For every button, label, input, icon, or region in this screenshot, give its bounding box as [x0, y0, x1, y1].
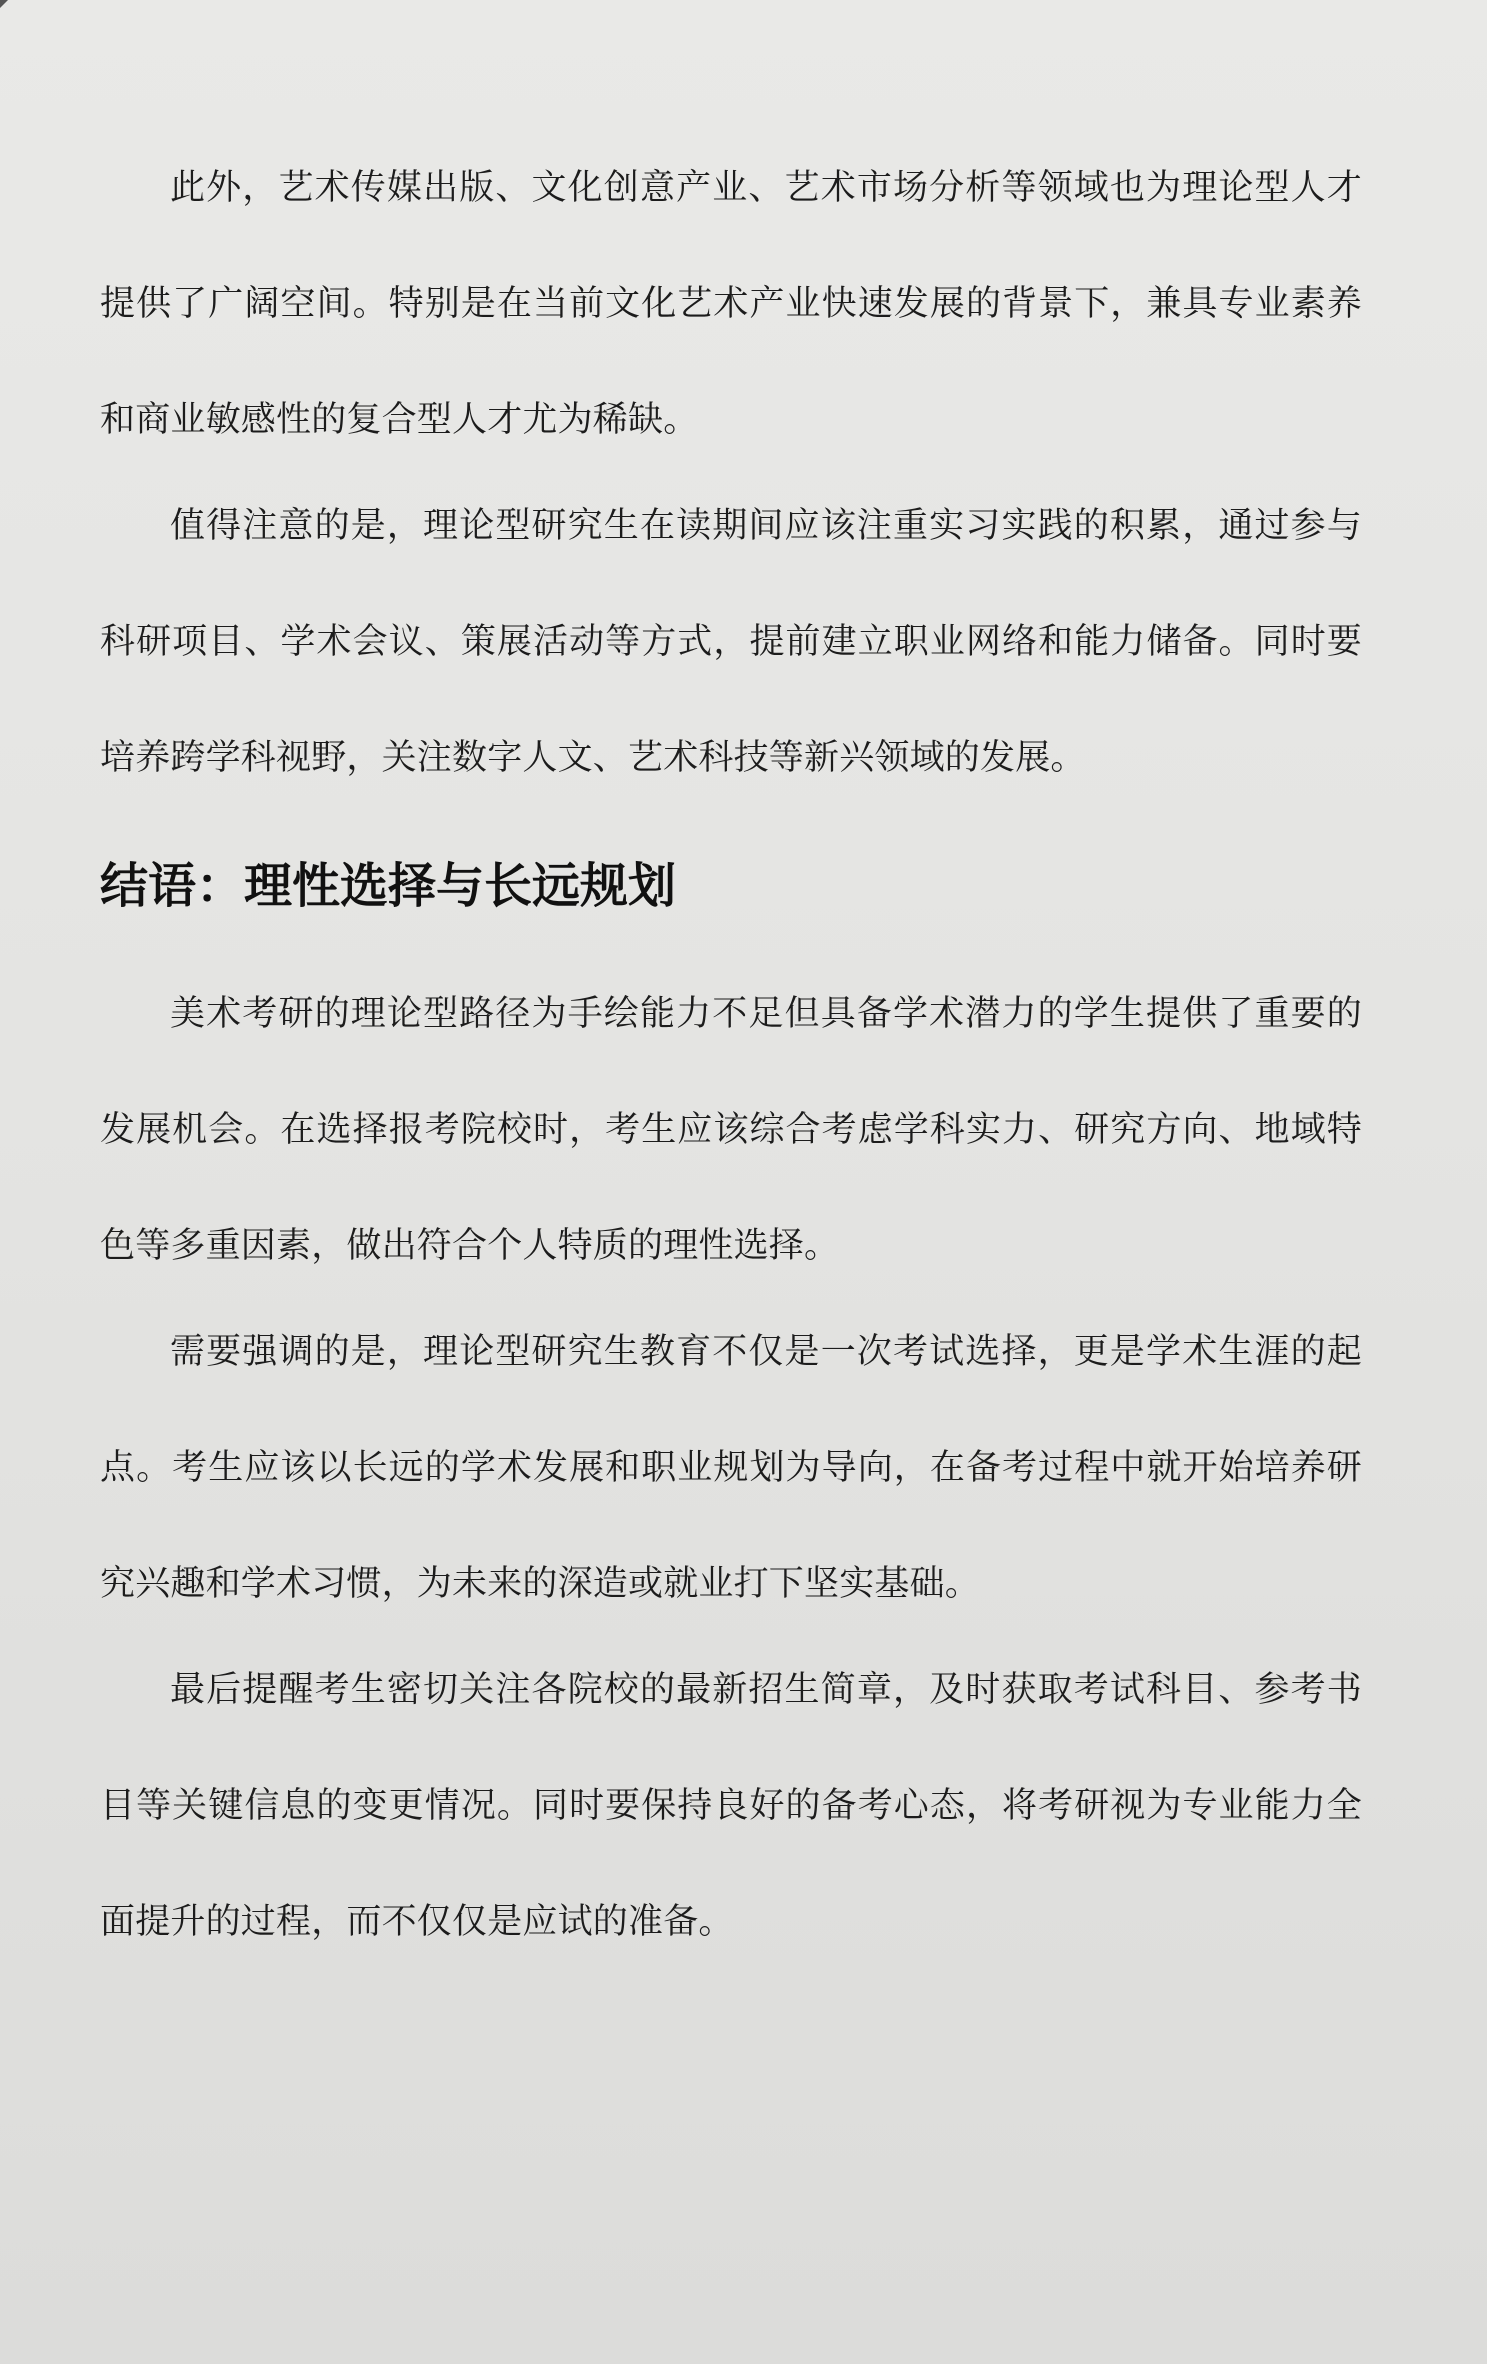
- paragraph: 值得注意的是，理论型研究生在读期间应该注重实习实践的积累，通过参与科研项目、学术会议、策展活动等方式，提前建立职业网络和能力储备。同时要培养跨学科视野，关注数字人文、艺术科技等新兴领域的发展。: [100, 506, 1362, 778]
- paragraph: 需要强调的是，理论型研究生教育不仅是一次考试选择，更是学术生涯的起点。考生应该以长远的学术发展和职业规划为导向，在备考过程中就开始培养研究兴趣和学术习惯，为未来的深造或就业打下坚实基础。: [100, 1332, 1362, 1604]
- paragraph: 此外，艺术传媒出版、文化创意产业、艺术市场分析等领域也为理论型人才提供了广阔空间。特别是在当前文化艺术产业快速发展的背景下，兼具专业素养和商业敏感性的复合型人才尤为稀缺。: [100, 168, 1362, 440]
- paragraph: 最后提醒考生密切关注各院校的最新招生简章，及时获取考试科目、参考书目等关键信息的变更情况。同时要保持良好的备考心态，将考研视为专业能力全面提升的过程，而不仅仅是应试的准备。: [100, 1670, 1362, 1942]
- section-heading: 结语：理性选择与长远规划: [100, 858, 677, 914]
- document-page: [100, 130, 1362, 1970]
- paragraph: 美术考研的理论型路径为手绘能力不足但具备学术潜力的学生提供了重要的发展机会。在选择报考院校时，考生应该综合考虑学科实力、研究方向、地域特色等多重因素，做出符合个人特质的理性选择。: [100, 994, 1362, 1266]
- corner-mark: [0, 0, 8, 8]
